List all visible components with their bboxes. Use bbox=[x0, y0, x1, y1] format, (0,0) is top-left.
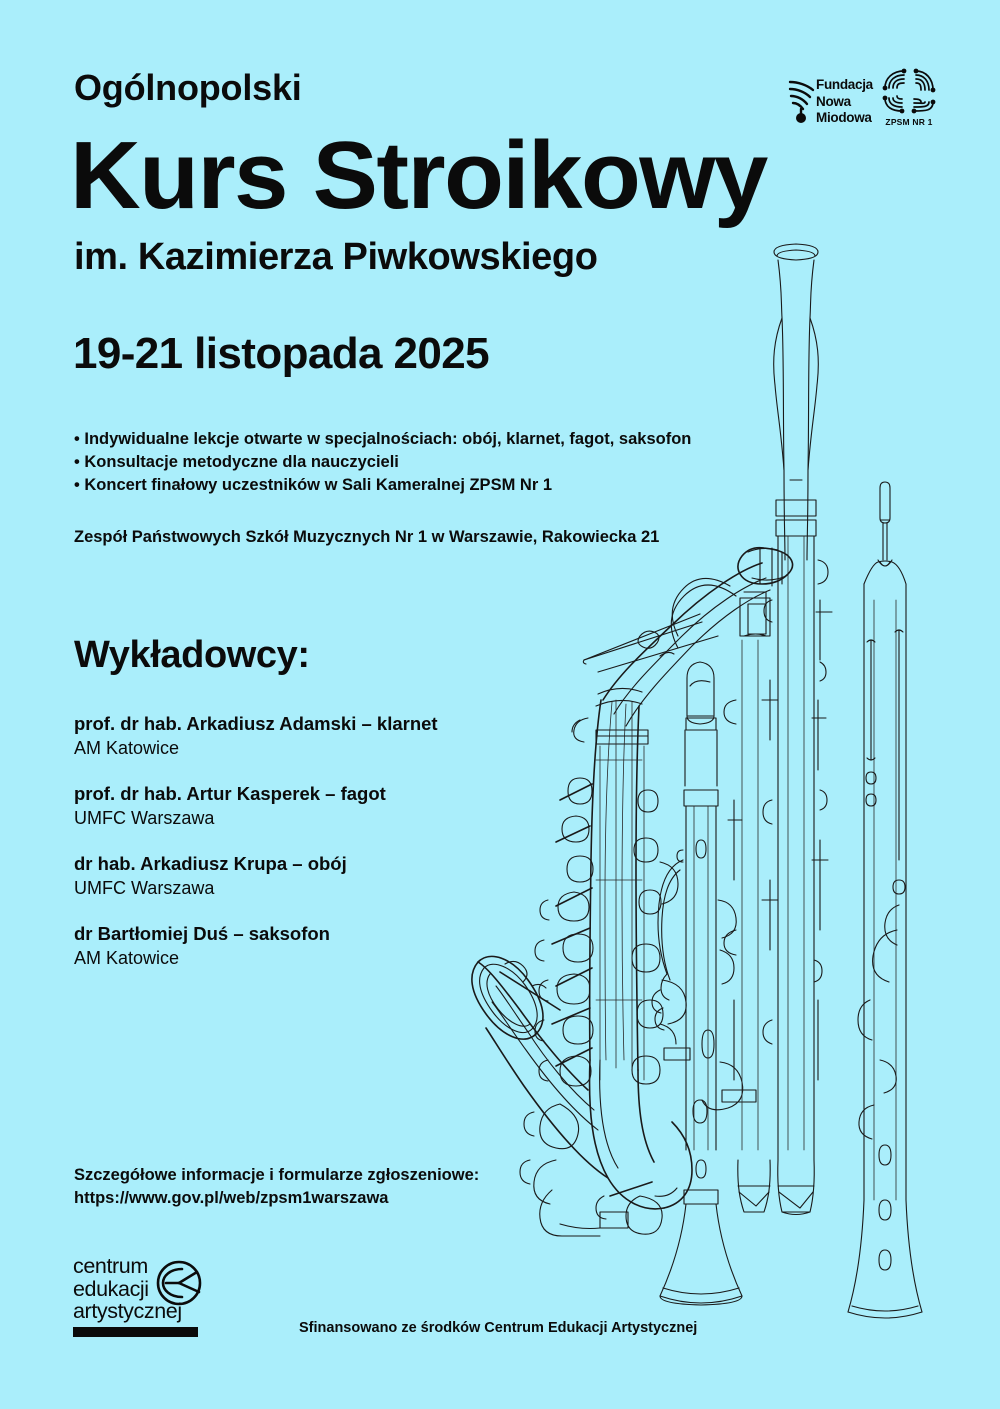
bullet-item: • Koncert finałowy uczestników w Sali Kameralnej ZPSM Nr 1 bbox=[74, 474, 691, 497]
lecturer-item bbox=[74, 782, 544, 830]
lecturer-name: dr Bartłomiej Duś – saksofon bbox=[74, 923, 330, 944]
page-title: Kurs Stroikowy bbox=[70, 122, 767, 229]
fundacja-line-3: Miodowa bbox=[816, 110, 872, 125]
registration-url[interactable]: https://www.gov.pl/web/zpsm1warszawa bbox=[74, 1189, 389, 1207]
lecturer-institution: AM Katowice bbox=[74, 738, 180, 758]
registration-label: Szczegółowe informacje i formularze zgłoszeniowe: bbox=[74, 1166, 480, 1184]
lecturer-institution: UMFC Warszawa bbox=[74, 878, 215, 898]
fundacja-logo-text bbox=[816, 77, 873, 127]
sound-wave-icon bbox=[788, 78, 816, 126]
lecturer-name: prof. dr hab. Arkadiusz Adamski – klarnet bbox=[74, 713, 438, 734]
bullet-item: • Indywidualne lekcje otwarte w specjalnościach: obój, klarnet, fagot, saksofon bbox=[74, 428, 691, 451]
cea-line-3: artystycznej bbox=[73, 1299, 182, 1323]
lecturers-list bbox=[74, 712, 544, 992]
lecturer-name: dr hab. Arkadiusz Krupa – obój bbox=[74, 853, 347, 874]
lecturer-item bbox=[74, 852, 544, 900]
zpsm-logo-caption: ZPSM NR 1 bbox=[885, 117, 933, 127]
lecturer-institution: UMFC Warszawa bbox=[74, 808, 215, 828]
cea-line-2: edukacji bbox=[73, 1276, 149, 1301]
lecturer-item bbox=[74, 712, 544, 760]
zpsm-pinwheel-icon bbox=[880, 66, 938, 116]
wave-dot-icon bbox=[796, 113, 806, 123]
cea-monogram-icon bbox=[155, 1259, 203, 1307]
subtitle-text: im. Kazimierza Piwkowskiego bbox=[74, 236, 598, 278]
cea-logo-rule bbox=[73, 1327, 198, 1337]
program-bullets bbox=[74, 428, 691, 497]
cea-line-1: centrum bbox=[73, 1254, 148, 1278]
kicker-text: Ogólnopolski bbox=[74, 67, 302, 108]
centrum-edukacji-artystycznej-logo bbox=[73, 1255, 221, 1337]
funding-footnote: Sfinansowano ze środków Centrum Edukacji Artystycznej bbox=[299, 1320, 698, 1336]
lecturers-heading: Wykładowcy: bbox=[74, 634, 310, 676]
lecturer-item bbox=[74, 922, 544, 970]
fundacja-nowa-miodowa-logo bbox=[788, 78, 874, 126]
event-dates: 19-21 listopada 2025 bbox=[73, 329, 490, 378]
lecturer-name: prof. dr hab. Artur Kasperek – fagot bbox=[74, 783, 386, 804]
lecturer-institution: AM Katowice bbox=[74, 948, 180, 968]
registration-info bbox=[74, 1164, 479, 1210]
fundacja-line-1: Fundacja bbox=[816, 77, 873, 92]
venue-address: Zespół Państwowych Szkół Muzycznych Nr 1 w Warszawie, Rakowiecka 21 bbox=[74, 528, 660, 546]
bullet-item: • Konsultacje metodyczne dla nauczycieli bbox=[74, 451, 691, 474]
zpsm-nr-1-logo bbox=[880, 66, 940, 132]
fundacja-line-2: Nowa bbox=[816, 93, 851, 109]
